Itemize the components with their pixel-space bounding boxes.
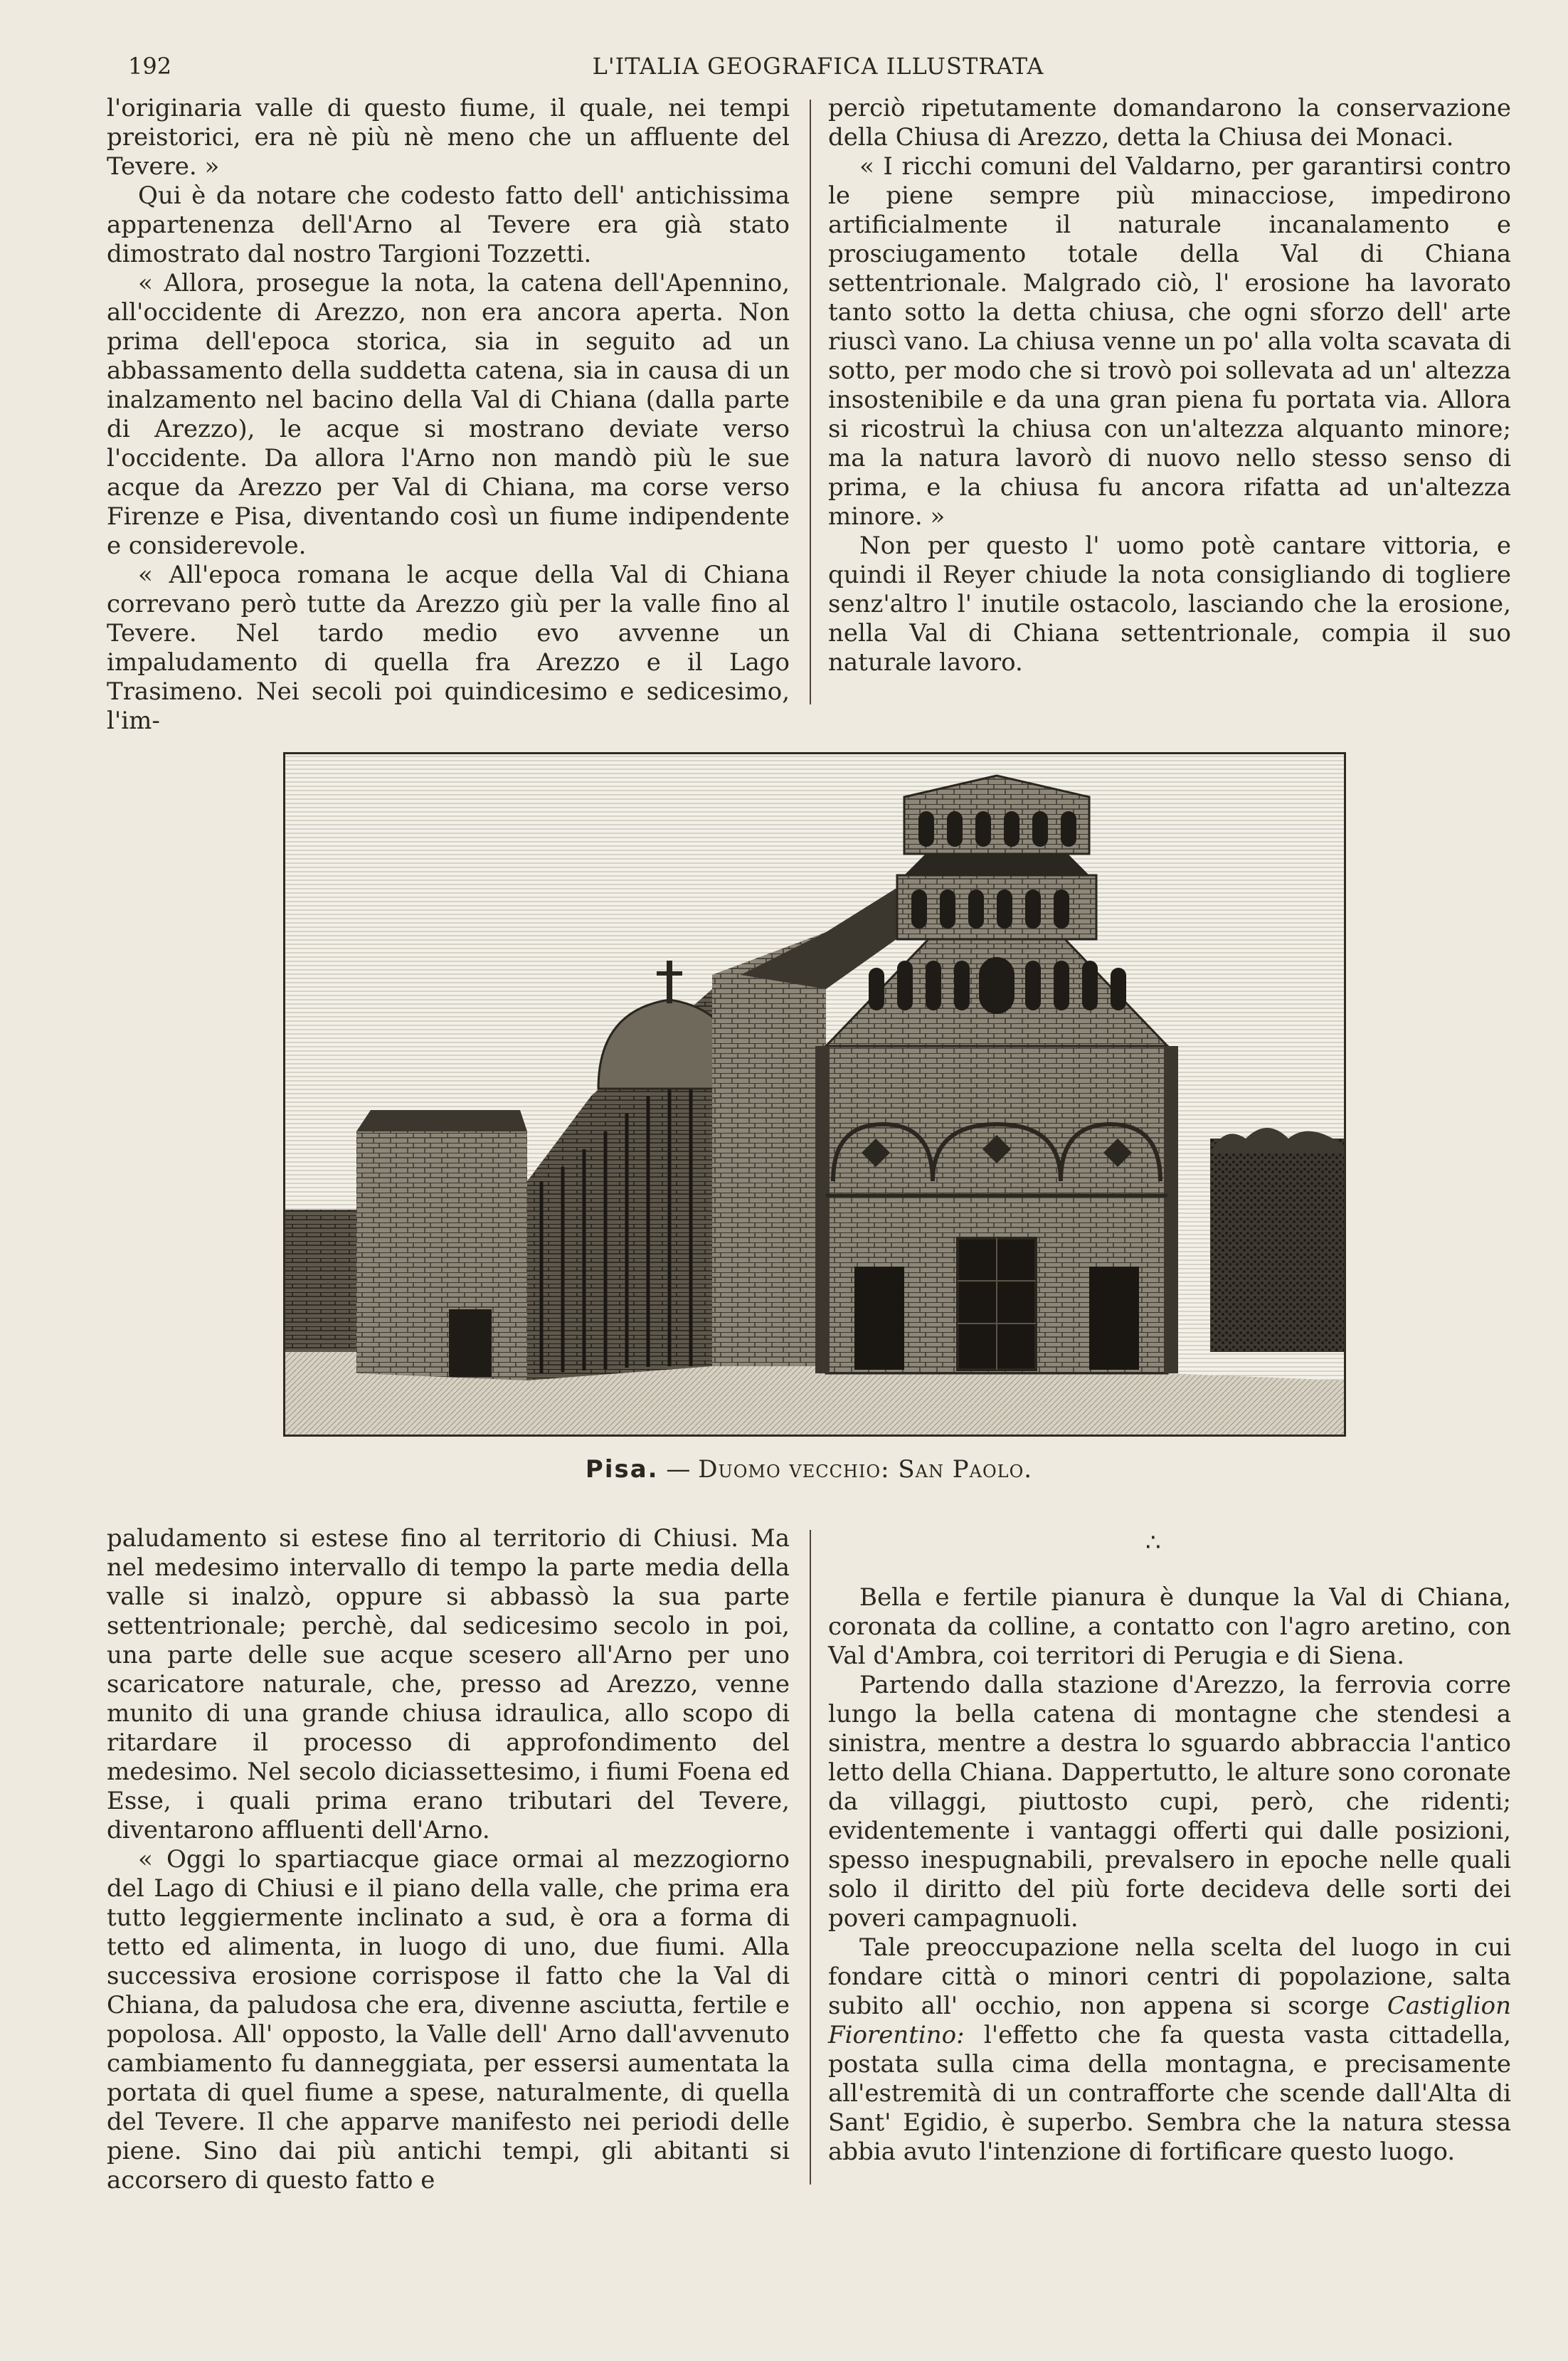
column-left-top <box>107 94 790 736</box>
caption-place: Pisa. <box>585 1455 659 1484</box>
paragraph: l'originaria valle di questo fiume, il quale, nei tempi preistorici, era nè più nè meno che un affluente del Tevere. » <box>107 94 790 181</box>
church-engraving-illustration <box>285 754 1344 1435</box>
text-run: l'effetto che fa questa vasta cittadella, postata sulla cima della montagna, e precisamente all'estremità di un contrafforte che scende dall'Alta di Sant' Egidio, è superbo. Sembra che la natura stessa abbia avuto l'intenzione di fortificare questo luogo. <box>828 2021 1511 2166</box>
column-right-bottom <box>828 1583 1511 2167</box>
column-divider <box>810 1530 811 2185</box>
paragraph: « All'epoca romana le acque della Val di Chiana correvano però tutte da Arezzo giù per la valle fino al Tevere. Nel tardo medio evo avvenne un impaludamento di quella fra Arezzo e il Lago Trasimeno. Nei secoli poi quindicesimo e sedicesimo, l'im- <box>107 561 790 735</box>
figure-engraving <box>283 752 1346 1437</box>
column-left-bottom <box>107 1524 790 2195</box>
paragraph: paludamento si estese fino al territorio di Chiusi. Ma nel medesimo intervallo di tempo la parte media della valle si inalzò, oppure si abbassò la sua parte settentrionale; perchè, dal sedicesimo secolo in poi, una parte delle sue acque scesero all'Arno per uno scaricatore naturale, che, presso ad Arezzo, venne munito di una grande chiusa idraulica, allo scopo di ritardare il processo di approfondimento del medesimo. Nel secolo diciassettesimo, i fiumi Foena ed Esse, i quali prima erano tributari del Tevere, diventarono affluenti dell'Arno. <box>107 1524 790 1844</box>
paragraph: « Allora, prosegue la nota, la catena dell'Apennino, all'occidente di Arezzo, non era ancora aperta. Non prima dell'epoca storica, sia in seguito ad un abbassamento della suddetta catena, sia in causa di un inalzamento nel bacino della Val di Chiana (dalla parte di Arezzo), le acque si mostrano deviate verso l'occidente. Da allora l'Arno non mandò più le sue acque da Arezzo per Val di Chiana, ma corse verso Firenze e Pisa, diventando così un fiume indipendente e considerevole. <box>107 269 790 560</box>
paragraph: Qui è da notare che codesto fatto dell' antichissima appartenenza dell'Arno al Tevere era già stato dimostrato dal nostro Targioni Tozzetti. <box>107 181 790 268</box>
paragraph <box>828 1933 1511 2167</box>
page-header <box>128 53 1508 88</box>
caption-dash: — <box>666 1455 691 1484</box>
column-right-top <box>828 94 1511 677</box>
place-name-italic: Castiglion Fiorentino: <box>828 1992 1511 2049</box>
paragraph: « Oggi lo spartiacque giace ormai al mezzogiorno del Lago di Chiusi e il piano della valle, che prima era tutto leggiermente inclinato a sud, è ora a forma di tetto ed alimenta, in luogo di uno, due fiumi. Alla successiva erosione corrispose il fatto che la Val di Chiana, da paludosa che era, divenne asciutta, fertile e popolosa. All' opposto, la Valle dell' Arno dall'avvenuto cambiamento fu danneggiata, per essersi aumentata la portata di quel fiume a spese, naturalmente, di quella del Tevere. Il che apparve manifesto nei periodi delle piene. Sino dai più antichi tempi, gli abitanti si accorsero di questo fatto e <box>107 1845 790 2194</box>
figure-caption <box>107 1455 1511 1484</box>
caption-subject: Duomo vecchio: San Paolo. <box>698 1455 1033 1484</box>
paragraph: Non per questo l' uomo potè cantare vittoria, e quindi il Reyer chiude la nota consigliando di togliere senz'altro l' inutile ostacolo, lasciando che la erosione, nella Val di Chiana settentrionale, compia il suo naturale lavoro. <box>828 532 1511 677</box>
section-break-asterism: ∴ <box>1145 1528 1165 1557</box>
paragraph: « I ricchi comuni del Valdarno, per garantirsi contro le piene sempre più minacciose, impedirono artificialmente il naturale incanalamento e prosciugamento totale della Val di Chiana settentrionale. Malgrado ciò, l' erosione ha lavorato tanto sotto la detta chiusa, che ogni sforzo dell' arte riuscì vano. La chiusa venne un po' alla volta scavata di sotto, per modo che si trovò poi sollevata ad un' altezza insostenibile e da una gran piena fu portata via. Allora si ricostruì la chiusa con un'altezza alquanto minore; ma la natura lavorò di nuovo nello stesso senso di prima, e la chiusa fu ancora rifatta ad un'altezza minore. » <box>828 152 1511 531</box>
paragraph: perciò ripetutamente domandarono la conservazione della Chiusa di Arezzo, detta la Chiusa dei Monaci. <box>828 94 1511 152</box>
page-number: 192 <box>128 53 172 80</box>
column-divider <box>810 100 811 704</box>
paragraph: Partendo dalla stazione d'Arezzo, la ferrovia corre lungo la bella catena di montagne che stendesi a sinistra, mentre a destra lo sguardo abbraccia l'antico letto della Chiana. Dappertutto, le alture sono coronate da villaggi, piuttosto cupi, però, che ridenti; evidentemente i vantaggi offerti qui dalle posizioni, spesso inespugnabili, prevalsero in epoche nelle quali solo il diritto del più forte decideva delle sorti dei poveri campagnuoli. <box>828 1671 1511 1933</box>
paragraph: Bella e fertile pianura è dunque la Val di Chiana, coronata da colline, a contatto con l'agro aretino, con Val d'Ambra, coi territori di Perugia e di Siena. <box>828 1583 1511 1670</box>
text-run: Tale preoccupazione nella scelta del luogo in cui fondare città o minori centri di popolazione, salta subito all' occhio, non appena si scorge <box>828 1933 1511 2020</box>
running-title: L'ITALIA GEOGRAFICA ILLUSTRATA <box>592 53 1044 80</box>
